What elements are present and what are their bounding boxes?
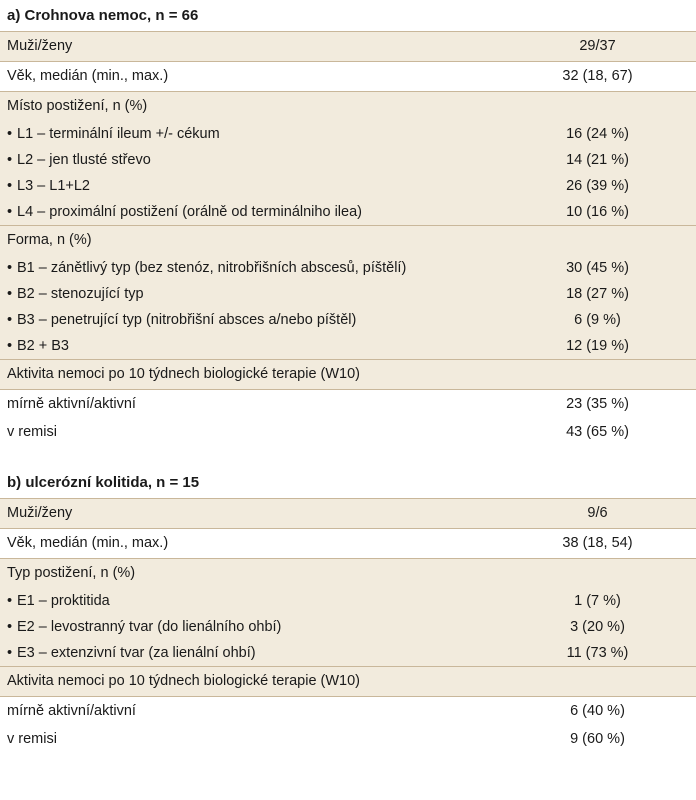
row-label: B2 – stenozující typ (17, 286, 144, 302)
row-label: L3 – L1+L2 (17, 178, 90, 194)
bullet-icon: • (7, 312, 13, 328)
row-label: Muži/ženy (7, 38, 73, 54)
table-row (0, 333, 696, 359)
row-value: 6 (40 %) (570, 703, 625, 719)
row-label: E3 – extenzivní tvar (za lienální ohbí) (17, 645, 256, 661)
row-label: B3 – penetrující typ (nitrobřišní absces a/nebo píštěl) (17, 312, 357, 328)
row-value: 14 (21 %) (566, 152, 629, 168)
table-row-group-header (0, 225, 696, 255)
row-value: 26 (39 %) (566, 178, 629, 194)
row-label: B1 – zánětlivý typ (bez stenóz, nitrobřišních abscesů, píštělí) (17, 260, 407, 276)
table-row (0, 726, 696, 752)
bullet-icon: • (7, 593, 13, 609)
bullet-icon: • (7, 126, 13, 142)
row-label: Aktivita nemoci po 10 týdnech biologické terapie (W10) (7, 366, 361, 382)
row-label: Muži/ženy (7, 505, 73, 521)
row-label: B2 + B3 (17, 338, 69, 354)
row-label: v remisi (7, 424, 57, 440)
section-b-title: b) ulcerózní kolitida, n = 15 (0, 467, 696, 498)
row-value: 38 (18, 54) (562, 535, 633, 551)
row-label: Věk, medián (min., max.) (7, 68, 169, 84)
row-value: 12 (19 %) (566, 338, 629, 354)
bullet-icon: • (7, 260, 13, 276)
row-value: 1 (7 %) (574, 593, 621, 609)
table-row-group-header (0, 91, 696, 121)
table-row (0, 389, 696, 419)
row-value: 9/6 (587, 505, 608, 521)
table-row (0, 121, 696, 147)
table-row (0, 173, 696, 199)
row-value: 16 (24 %) (566, 126, 629, 142)
bullet-icon: • (7, 286, 13, 302)
table-row (0, 281, 696, 307)
row-label: mírně aktivní/aktivní (7, 703, 136, 719)
row-label: Místo postižení, n (%) (7, 98, 148, 114)
row-label: L2 – jen tlusté střevo (17, 152, 151, 168)
table-row (0, 61, 696, 91)
row-label: L1 – terminální ileum +/- cékum (17, 126, 220, 142)
row-label: v remisi (7, 731, 57, 747)
row-value: 29/37 (579, 38, 616, 54)
table-row (0, 419, 696, 445)
row-value: 6 (9 %) (574, 312, 621, 328)
row-label: E1 – proktitida (17, 593, 110, 609)
table-row (0, 199, 696, 225)
row-value: 43 (65 %) (566, 424, 629, 440)
row-value: 3 (20 %) (570, 619, 625, 635)
row-label: Forma, n (%) (7, 232, 92, 248)
table-row (0, 255, 696, 281)
bullet-icon: • (7, 645, 13, 661)
table-row (0, 696, 696, 726)
row-value: 18 (27 %) (566, 286, 629, 302)
row-label: mírně aktivní/aktivní (7, 396, 136, 412)
table-row-group-header (0, 558, 696, 588)
row-value: 23 (35 %) (566, 396, 629, 412)
table-row (0, 31, 696, 61)
row-value: 10 (16 %) (566, 204, 629, 220)
row-label: L4 – proximální postižení (orálně od terminálniho ilea) (17, 204, 362, 220)
table-row-group-header (0, 359, 696, 389)
row-label: Typ postižení, n (%) (7, 565, 136, 581)
row-label: E2 – levostranný tvar (do lienálního ohbí) (17, 619, 282, 635)
table-row (0, 147, 696, 173)
table-row (0, 307, 696, 333)
row-value: 9 (60 %) (570, 731, 625, 747)
table-row (0, 614, 696, 640)
table-row-group-header (0, 666, 696, 696)
row-value: 30 (45 %) (566, 260, 629, 276)
table-row (0, 498, 696, 528)
bullet-icon: • (7, 619, 13, 635)
bullet-icon: • (7, 204, 13, 220)
table-row (0, 528, 696, 558)
bullet-icon: • (7, 178, 13, 194)
row-label: Aktivita nemoci po 10 týdnech biologické terapie (W10) (7, 673, 361, 689)
section-gap (0, 445, 696, 467)
row-value: 32 (18, 67) (562, 68, 633, 84)
row-label: Věk, medián (min., max.) (7, 535, 169, 551)
table-row (0, 588, 696, 614)
row-value: 11 (73 %) (566, 645, 629, 661)
bullet-icon: • (7, 152, 13, 168)
bullet-icon: • (7, 338, 13, 354)
section-a-title: a) Crohnova nemoc, n = 66 (0, 0, 696, 31)
table-row (0, 640, 696, 666)
